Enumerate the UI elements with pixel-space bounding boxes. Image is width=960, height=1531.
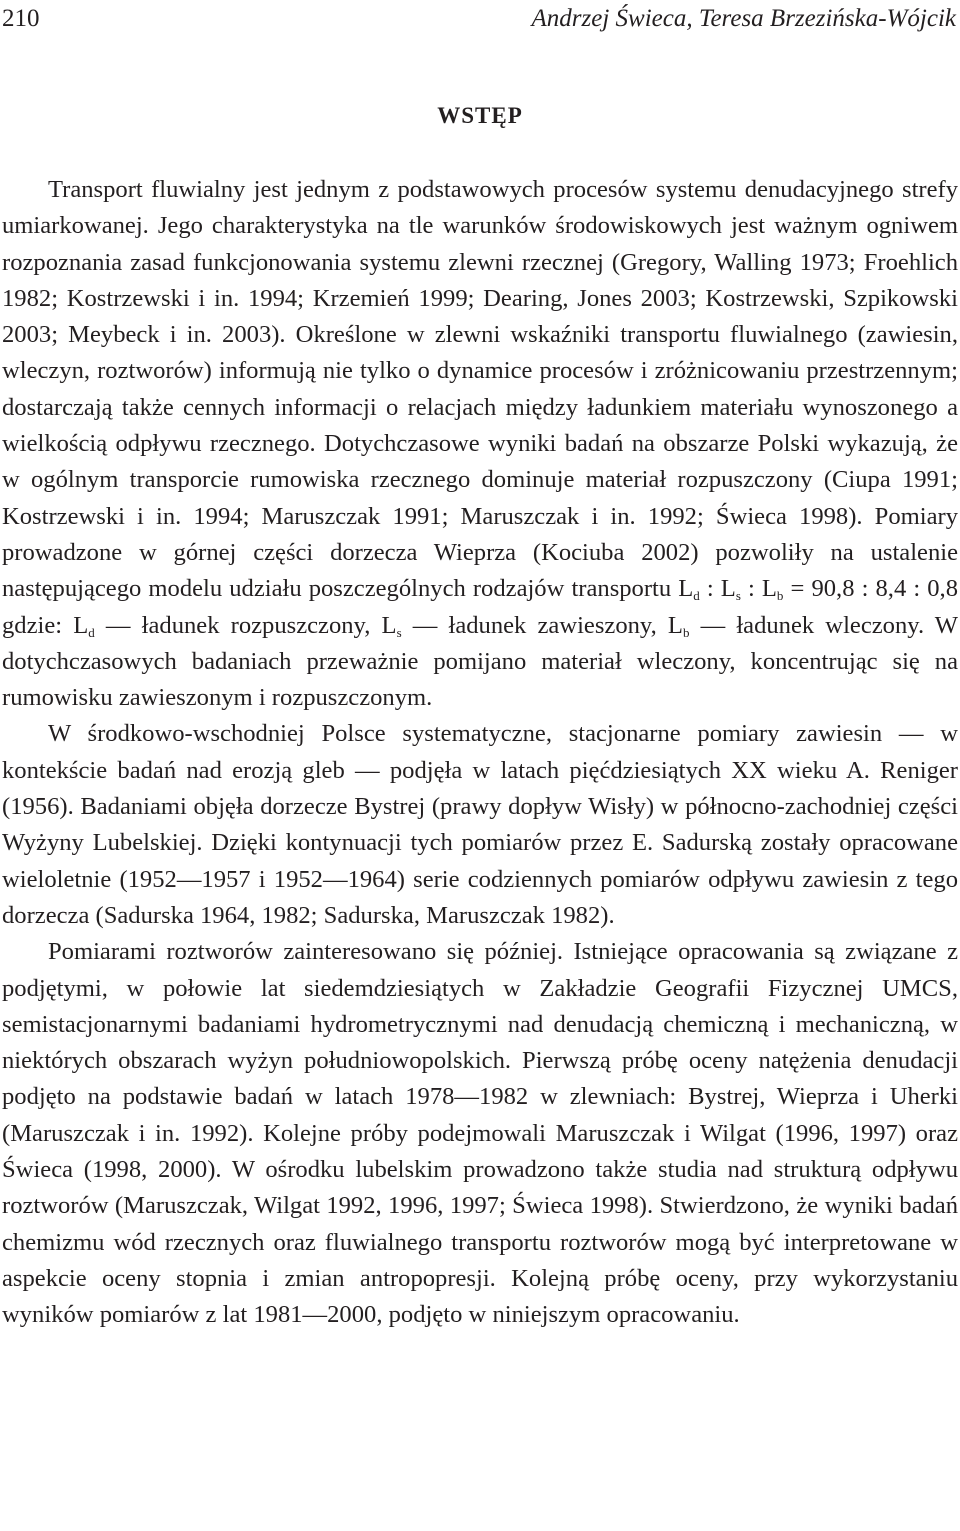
subscript-b: b bbox=[682, 624, 690, 640]
section-heading: WSTĘP bbox=[437, 103, 523, 128]
subscript-s: s bbox=[396, 624, 402, 640]
paragraph-1-text-c: : L bbox=[740, 575, 777, 603]
paragraph-1-text-b: : L bbox=[699, 575, 736, 603]
paragraph-3: Pomiarami roztworów zainteresowano się później. Istniejące opracowania są związane z podjętymi, w połowie lat siedemdziesiątych w Zakładzie Geografii Fizycznej UMCS, semistacjonarnymi badaniami hydrometrycznymi nad denudacją chemiczną i mechaniczną, w niektórych obszarach wyżyn południowopolskich. Pierwszą próbę oceny natężenia denudacji podjęto na podstawie badań w latach 1978—1982 w zlewniach: Bystrej, Wieprza i Uherki (Maruszczak i in. 1992). Kolejne próby podejmowali Maruszczak i Wilgat (1996, 1997) oraz Świeca (1998, 2000). W ośrodku lubelskim prowadzono także studia nad strukturą odpływu roztworów (Maruszczak, Wilgat 1992, 1996, 1997; Świeca 1998). Stwierdzono, że wyniki badań chemizmu wód rzecznych oraz fluwialnego transportu roztworów mogą być interpretowane w aspekcie oceny stopnia i zmian antropopresji. Kolejną próbę oceny, przy wykorzystaniu wyników pomiarów z lat 1981—2000, podjęto w niniejszym opracowaniu. bbox=[2, 938, 958, 1329]
paragraph-1-text-a: Transport fluwialny jest jednym z podstawowych procesów systemu denudacyjnego strefy umiarkowanej. Jego charakterystyka na tle warunków środowiskowych jest ważnym ogniwem rozpoznania zasad funkcjonowania systemu zlewni rzecznej (Gregory, Walling 1973; Froehlich 1982; Kostrzewski i in. 1994; Krzemień 1999; Dearing, Jones 2003; Kostrzewski, Szpikowski 2003; Meybeck i in. 2003). Określone w zlewni wskaźniki transportu fluwialnego (zawiesin, wleczyn, roztworów) informują nie tylko o dynamice procesów i zróżnicowaniu przestrzennym; dostarczają także cennych informacji o relacjach między ładunkiem materiału wynoszonego a wielkością odpływu rzecznego. Dotychczasowe wyniki badań na obszarze Polski wykazują, że w ogólnym transporcie rumowiska rzecznego dominuje materiał rozpuszczony (Ciupa 1991; Kostrzewski i in. 1994; Maruszczak 1991; Maruszczak i in. 1992; Świeca 1998). Pomiary prowadzone w górnej części dorzecza Wieprza (Kociuba 2002) pozwoliły na ustalenie następującego modelu udziału poszczególnych rodzajów transportu L bbox=[2, 176, 958, 603]
subscript-b: b bbox=[776, 588, 784, 604]
body-text bbox=[2, 172, 958, 1334]
paragraph-2: W środkowo-wschodniej Polsce systematyczne, stacjonarne pomiary zawiesin — w kontekście badań nad erozją gleb — podjęła w latach pięćdziesiątych XX wieku A. Reniger (1956). Badaniami objęła dorzecze Bystrej (prawy dopływ Wisły) w północno-zachodniej części Wyżyny Lubelskiej. Dzięki kontynuacji tych pomiarów przez E. Sadurską zostały opracowane wieloletnie (1952—1957 i 1952—1964) serie codziennych pomiarów odpływu zawiesin z tego dorzecza (Sadurska 1964, 1982; Sadurska, Maruszczak 1982). bbox=[2, 720, 958, 929]
page-number: 210 bbox=[2, 5, 40, 32]
running-head bbox=[0, 0, 960, 40]
subscript-d: d bbox=[693, 588, 700, 604]
subscript-d: d bbox=[88, 624, 95, 640]
paragraph-1-text-e: — ładunek rozpuszczony, L bbox=[94, 611, 397, 639]
paragraph-1-text-d: = 90,8 : 8,4 : 0,8 gdzie: L bbox=[2, 575, 958, 639]
running-head-authors: Andrzej Świeca, Teresa Brzezińska-Wójcik bbox=[531, 5, 956, 32]
paragraph-1-text-f: — ładunek zawieszony, L bbox=[401, 611, 683, 639]
subscript-s: s bbox=[735, 588, 741, 604]
paragraph-1 bbox=[2, 172, 958, 716]
paragraph-1-text-g: — ładunek wleczony. W dotychczasowych badaniach przeważnie pomijano materiał wleczony, koncentrując się na rumowisku zawieszonym i rozpuszczonym. bbox=[2, 611, 958, 712]
